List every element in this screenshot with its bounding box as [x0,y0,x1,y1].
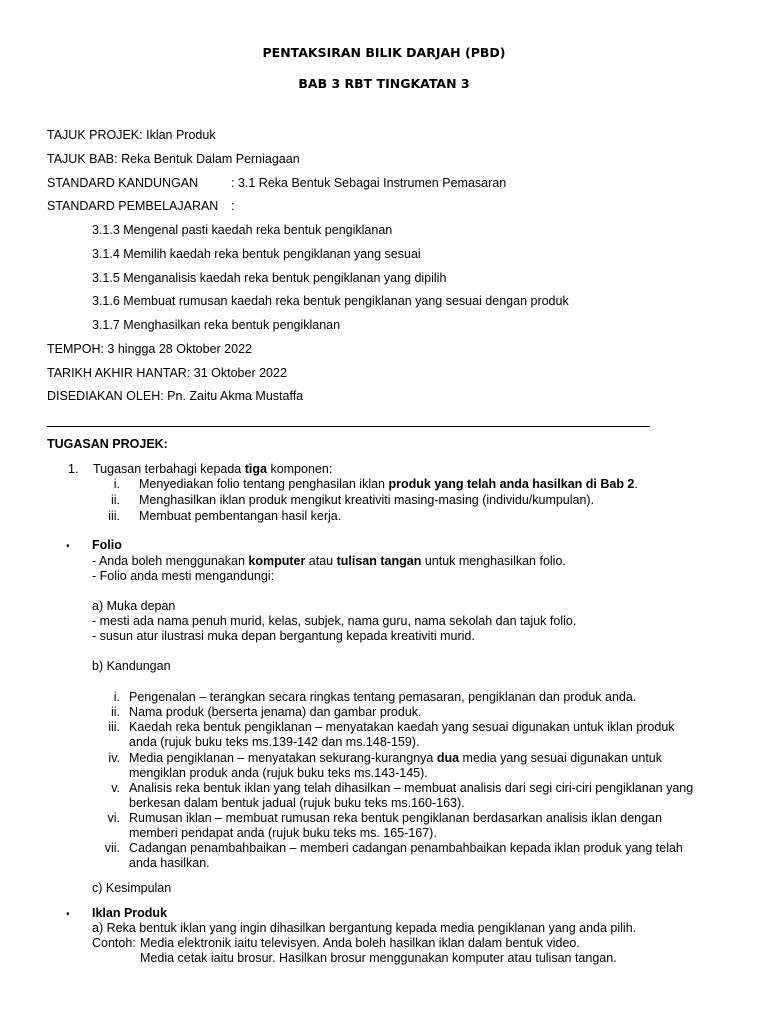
kandungan-item: Kaedah reka bentuk pengiklanan – menyatakan kaedah yang sesuai digunakan untuk iklan produk [129,720,675,734]
kandungan-item: Rumusan iklan – membuat rumusan reka bentuk pengiklanan berdasarkan analisis iklan dengan [129,811,662,825]
document-subtitle: BAB 3 RBT TINGKATAN 3 [298,76,470,91]
kandungan-item-cont: mengiklan produk anda (rujuk buku teks ms.143-145). [129,766,428,780]
standard-kandungan-value: : 3.1 Reka Bentuk Sebagai Instrumen Pemasaran [231,176,507,190]
kandungan-item-cont: anda (rujuk buku teks ms.139-142 dan ms.148-159). [129,735,420,749]
sp-item: 3.1.3 Mengenal pasti kaedah reka bentuk pengiklanan [92,223,393,237]
kandungan-item: Cadangan penambahbaikan – memberi cadangan penambahbaikan kepada iklan produk yang telah [129,841,683,855]
roman-numeral: i. [113,690,120,704]
folio-heading: Folio [92,538,122,552]
sp-item: 3.1.7 Menghasilkan reka bentuk pengiklanan [92,318,341,332]
kandungan-item: Pengenalan – terangkan secara ringkas tentang pemasaran, pengiklanan dan produk anda. [129,690,637,704]
tajuk-projek: TAJUK PROJEK: Iklan Produk [47,128,216,142]
roman-numeral: ii. [110,493,120,507]
roman-numeral: iv. [108,751,120,765]
kandungan-item-cont: berkesan dalam bentuk jadual (rujuk buku teks ms.160-163). [129,796,465,810]
sp-item: 3.1.5 Menganalisis kaedah reka bentuk pengiklanan yang dipilih [92,271,447,285]
roman-numeral: iii. [108,720,120,734]
divider [47,426,650,427]
standard-pembelajaran-colon: : [231,199,235,213]
disediakan-oleh: DISEDIAKAN OLEH: Pn. Zaitu Akma Mustaffa [47,389,304,403]
standard-kandungan-label: STANDARD KANDUNGAN [47,176,199,190]
tugasan-heading: TUGASAN PROJEK: [47,437,168,451]
tarikh-akhir-hantar: TARIKH AKHIR HANTAR: 31 Oktober 2022 [47,366,287,380]
kandungan-item: Media pengiklanan – menyatakan sekurang-kurangnya dua media yang sesuai digunakan untuk [129,751,662,765]
tugasan-sub-2: Menghasilkan iklan produk mengikut kreativiti masing-masing (individu/kumpulan). [139,493,595,507]
roman-numeral: i. [113,477,120,491]
roman-numeral: v. [111,781,120,795]
roman-numeral: vii. [104,841,120,855]
roman-numeral: vi. [107,811,120,825]
contoh-line-1: Media elektronik iaitu televisyen. Anda boleh hasilkan iklan dalam bentuk video. [140,936,580,950]
tugasan-sub-3: Membuat pembentangan hasil kerja. [139,509,342,523]
muka-depan-heading: a) Muka depan [92,599,176,613]
roman-numeral: iii. [108,509,120,523]
folio-line-2: - Folio anda mesti mengandungi: [92,569,275,583]
kesimpulan-heading: c) Kesimpulan [92,881,172,895]
bullet-icon: • [66,541,70,552]
roman-numeral: ii. [110,705,120,719]
contoh-line-2: Media cetak iaitu brosur. Hasilkan brosur menggunakan komputer atau tulisan tangan. [140,951,617,965]
document-title: PENTAKSIRAN BILIK DARJAH (PBD) [262,45,506,60]
kandungan-item: Analisis reka bentuk iklan yang telah dihasilkan – membuat analisis dari segi ciri-ciri pengiklanan yang [129,781,694,795]
iklan-line-1: a) Reka bentuk iklan yang ingin dihasilkan bergantung kepada media pengiklanan yang anda pilih. [92,921,637,935]
kandungan-item: Nama produk (berserta jenama) dan gambar produk. [129,705,422,719]
item-number: 1. [68,462,79,476]
tugasan-item-1: Tugasan terbahagi kepada tiga komponen: [93,462,333,476]
sp-item: 3.1.4 Memilih kaedah reka bentuk pengiklanan yang sesuai [92,247,421,261]
contoh-label: Contoh: [92,936,136,950]
muka-depan-line-1: - mesti ada nama penuh murid, kelas, subjek, nama guru, nama sekolah dan tajuk folio. [92,614,577,628]
sp-item: 3.1.6 Membuat rumusan kaedah reka bentuk pengiklanan yang sesuai dengan produk [92,294,569,308]
bullet-icon: • [66,909,70,920]
tugasan-sub-1: Menyediakan folio tentang penghasilan iklan produk yang telah anda hasilkan di Bab 2. [139,477,638,491]
kandungan-heading: b) Kandungan [92,659,171,673]
iklan-heading: Iklan Produk [92,906,168,920]
standard-pembelajaran-label: STANDARD PEMBELAJARAN [47,199,219,213]
folio-line-1: - Anda boleh menggunakan komputer atau tulisan tangan untuk menghasilkan folio. [92,554,566,568]
kandungan-item-cont: anda hasilkan. [129,856,210,870]
tempoh: TEMPOH: 3 hingga 28 Oktober 2022 [47,342,252,356]
kandungan-item-cont: memberi pendapat anda (rujuk buku teks ms. 165-167). [129,826,437,840]
tajuk-bab: TAJUK BAB: Reka Bentuk Dalam Perniagaan [47,152,300,166]
muka-depan-line-2: - susun atur ilustrasi muka depan bergantung kepada kreativiti murid. [92,629,475,643]
